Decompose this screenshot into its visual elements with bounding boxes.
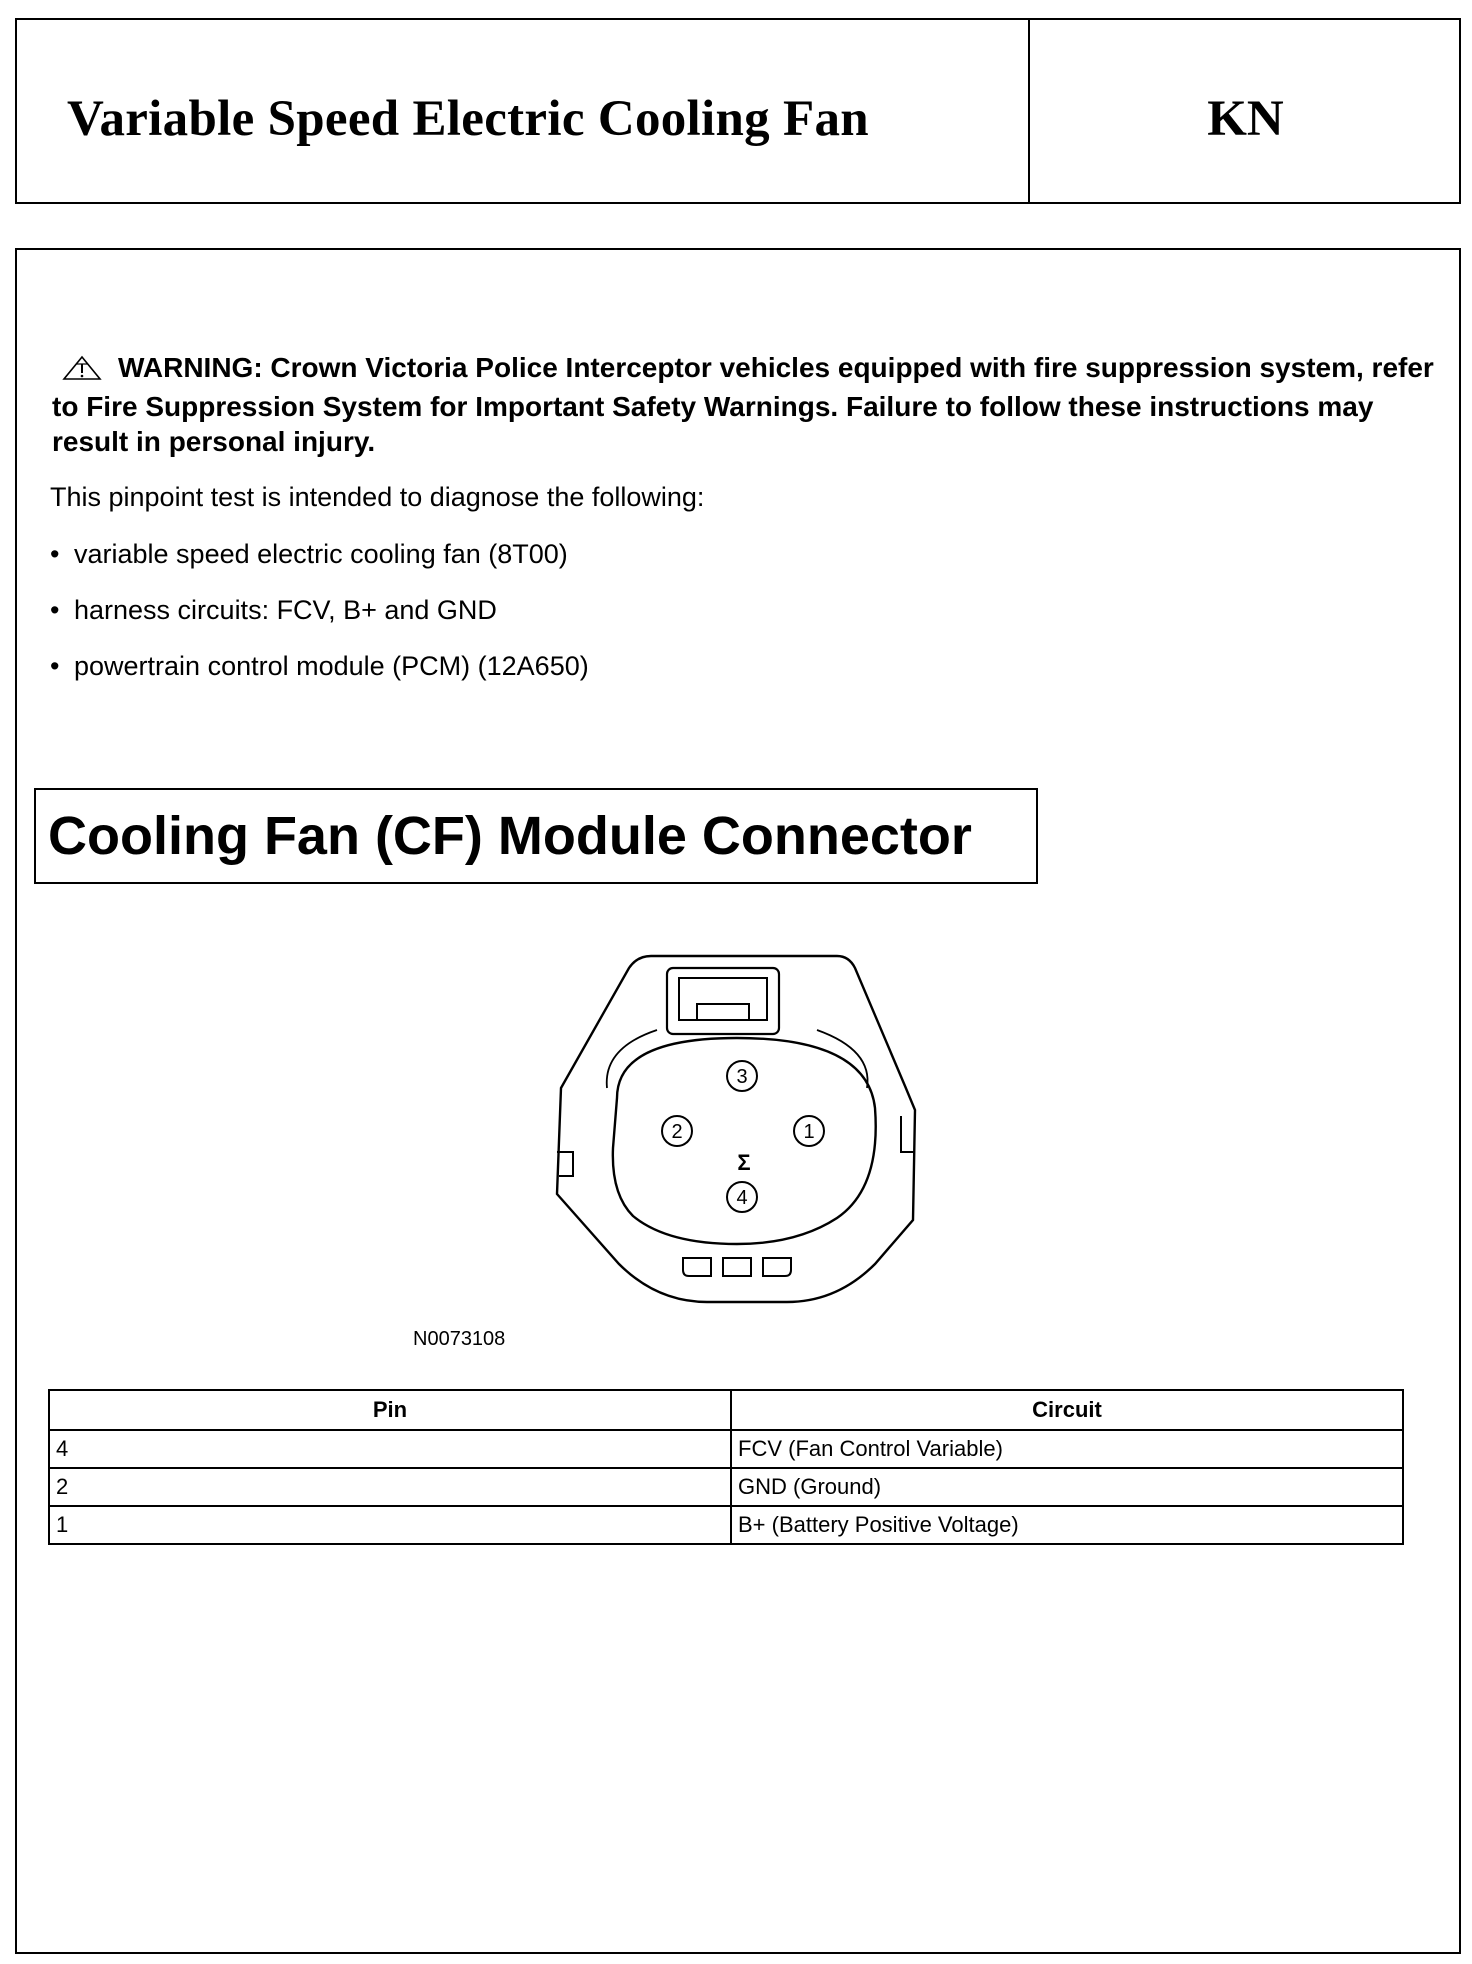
connector-housing [557, 956, 915, 1302]
list-item-text: variable speed electric cooling fan (8T00) [74, 539, 568, 569]
column-header-pin: Pin [49, 1390, 731, 1430]
table-row [49, 1468, 1403, 1506]
latch-tab [697, 1004, 749, 1020]
circuit-cell: B+ (Battery Positive Voltage) [731, 1506, 1403, 1544]
pin-cell: 4 [49, 1430, 731, 1468]
table-row [49, 1430, 1403, 1468]
title-box [15, 18, 1461, 204]
warning-text: WARNING: Crown Victoria Police Interceptor vehicles equipped with fire suppression system, refer to Fire Suppression System for Important Safety Warnings. Failure to follow these instructions may result in personal injury. [52, 352, 1434, 457]
warning-triangle-icon [62, 354, 102, 389]
latch-inner [679, 978, 767, 1020]
bullet-icon: • [50, 651, 60, 681]
pin-3 [727, 1061, 757, 1091]
list-item [50, 538, 589, 594]
cavity-edge-left [607, 1030, 657, 1088]
bottom-slot-right [763, 1258, 791, 1276]
diagnose-list [50, 538, 589, 706]
main-content-box [15, 248, 1461, 1954]
pin-cell: 1 [49, 1506, 731, 1544]
pin-label: 4 [736, 1187, 748, 1209]
circuit-cell: FCV (Fan Control Variable) [731, 1430, 1403, 1468]
page-title: Variable Speed Electric Cooling Fan [67, 91, 869, 147]
warning-block [52, 350, 1442, 459]
connector-diagram-svg [537, 938, 937, 1338]
table-row [49, 1506, 1403, 1544]
list-item [50, 650, 589, 706]
list-item-text: powertrain control module (PCM) (12A650) [74, 651, 589, 681]
section-heading: Cooling Fan (CF) Module Connector [34, 788, 1038, 884]
bottom-slot-center [723, 1258, 751, 1276]
intro-text: This pinpoint test is intended to diagnose the following: [50, 482, 705, 512]
right-rib [901, 1116, 915, 1152]
pin-2 [662, 1116, 692, 1146]
column-header-circuit: Circuit [731, 1390, 1403, 1430]
pin-cell: 2 [49, 1468, 731, 1506]
list-item [50, 594, 589, 650]
pin-4 [727, 1182, 757, 1212]
circuit-cell: GND (Ground) [731, 1468, 1403, 1506]
sigma-mark: Σ [737, 1150, 751, 1175]
bullet-icon: • [50, 595, 60, 625]
list-item-text: harness circuits: FCV, B+ and GND [74, 595, 497, 625]
connector-diagram [537, 938, 937, 1343]
section-code: KN [1207, 91, 1284, 147]
diagram-code: N0073108 [413, 1328, 506, 1350]
table-header-row [49, 1390, 1403, 1430]
pin-label: 1 [803, 1121, 815, 1143]
bullet-icon: • [50, 539, 60, 569]
bottom-slot-left [683, 1258, 711, 1276]
pin-label: 2 [671, 1121, 683, 1143]
pin-label: 3 [736, 1066, 748, 1088]
pin-circuit-table [48, 1389, 1404, 1545]
pin-1 [794, 1116, 824, 1146]
